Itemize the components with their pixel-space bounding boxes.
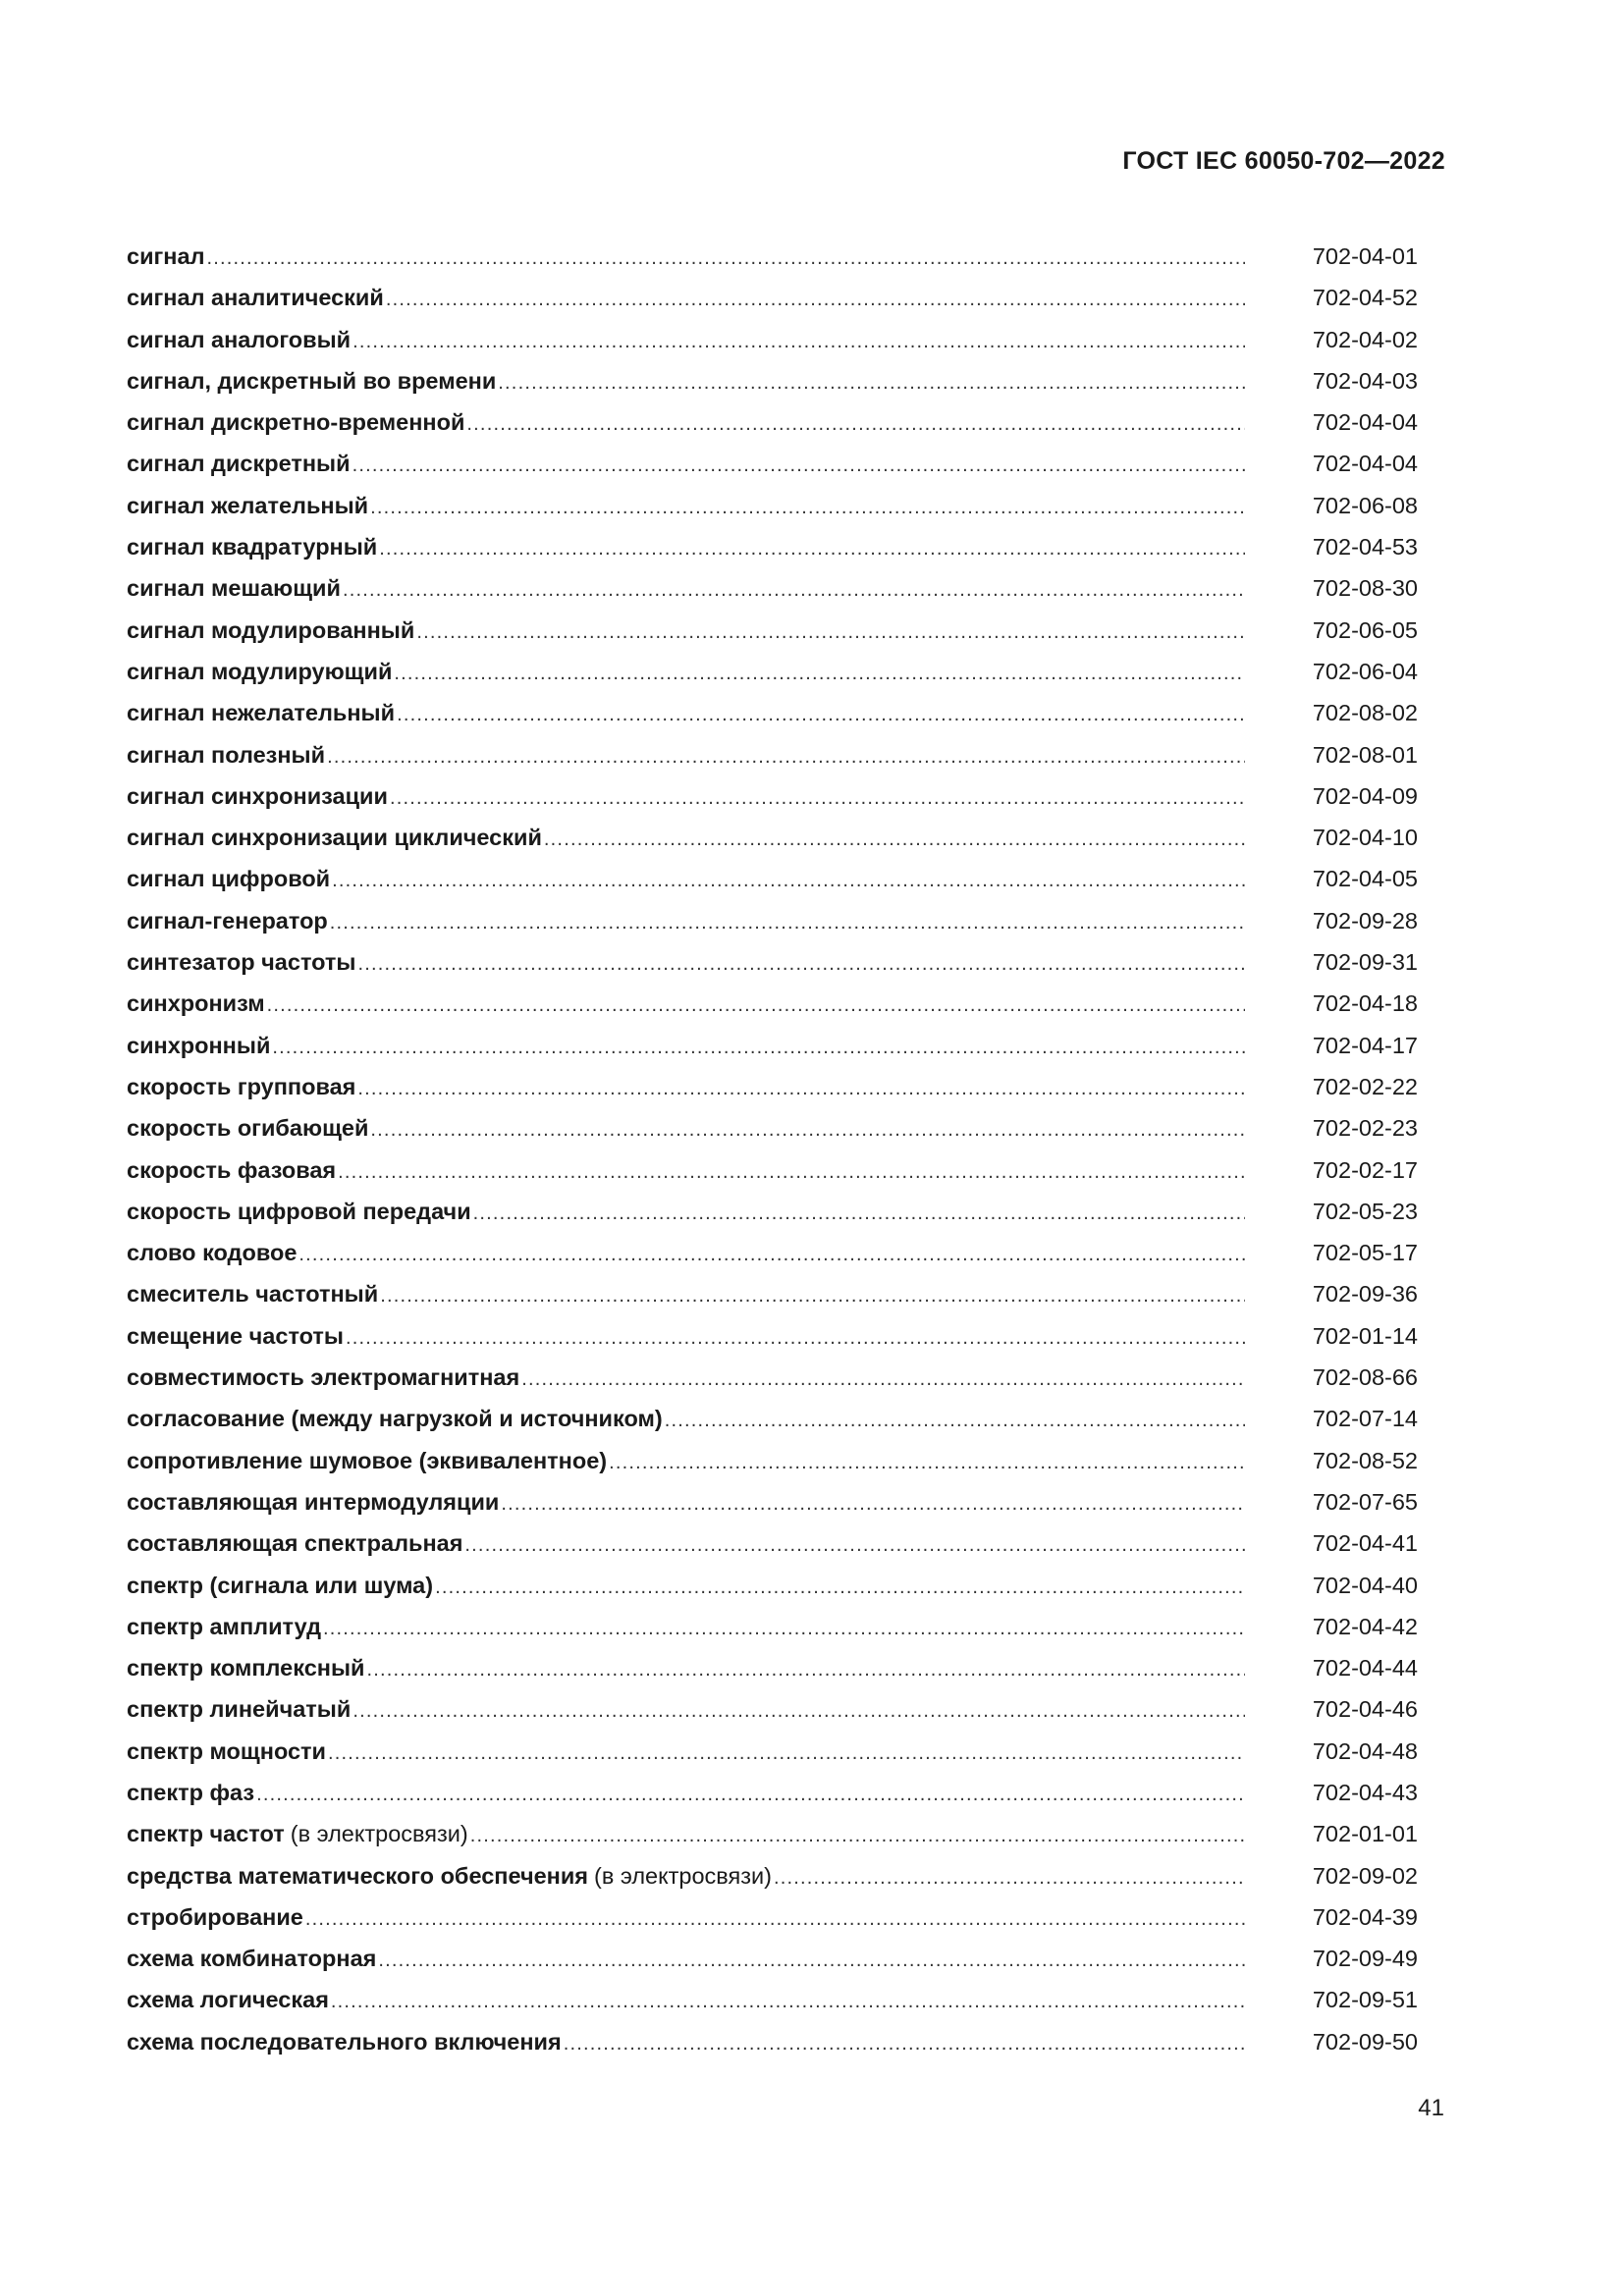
dot-leader	[501, 1483, 1245, 1524]
entry-qualifier: (в электросвязи)	[290, 1821, 468, 1847]
index-entry	[127, 1232, 1418, 1273]
entry-term: сигнал аналитический	[127, 285, 384, 311]
index-entry	[127, 360, 1418, 401]
dot-leader	[272, 1027, 1245, 1068]
entry-term: скорость цифровой передачи	[127, 1198, 471, 1224]
index-entry	[127, 1731, 1418, 1772]
entry-code: 702-09-28	[1312, 907, 1418, 934]
entry-code: 702-04-41	[1312, 1530, 1418, 1557]
entry-term: сигнал	[127, 243, 205, 269]
dot-leader	[521, 1359, 1245, 1400]
entry-term: сигнал-генератор	[127, 907, 328, 934]
index-entry	[127, 1606, 1418, 1647]
entry-code: 702-06-04	[1312, 658, 1418, 684]
dot-leader	[357, 1068, 1245, 1109]
index-entry	[127, 651, 1418, 692]
entry-term: синхронизм	[127, 990, 265, 1017]
entry-term-group	[127, 651, 1245, 694]
entry-code: 702-04-42	[1312, 1613, 1418, 1639]
entry-code: 702-04-44	[1312, 1655, 1418, 1682]
entry-term: сигнал модулированный	[127, 616, 415, 643]
entry-term: схема логическая	[127, 1987, 329, 2013]
entry-term-group	[127, 1772, 1245, 1815]
dot-leader	[473, 1193, 1245, 1234]
entry-term: спектр фаз	[127, 1779, 255, 1805]
dot-leader	[470, 1815, 1245, 1856]
index-entry	[127, 817, 1418, 858]
entry-term-group	[127, 775, 1245, 819]
entry-term: сигнал полезный	[127, 741, 326, 768]
entry-term: смеситель частотный	[127, 1281, 379, 1308]
entry-term: сигнал цифровой	[127, 866, 331, 892]
entry-term: схема комбинаторная	[127, 1946, 377, 1972]
index-entry	[127, 1440, 1418, 1481]
entry-term: синтезатор частоты	[127, 949, 356, 976]
entry-code: 702-08-52	[1312, 1447, 1418, 1473]
entry-term-group	[127, 1440, 1245, 1483]
index-entry	[127, 1813, 1418, 1854]
entry-term: согласование (между нагрузкой и источником)	[127, 1406, 663, 1432]
dot-leader	[207, 238, 1246, 279]
entry-term-group	[127, 526, 1245, 569]
entry-term: спектр комплексный	[127, 1655, 365, 1682]
entry-term: спектр частот	[127, 1821, 285, 1847]
dot-leader	[379, 528, 1245, 569]
index-entry	[127, 567, 1418, 609]
entry-term-group	[127, 1896, 1245, 1940]
index-entry	[127, 1315, 1418, 1357]
dot-leader	[435, 1567, 1245, 1608]
entry-term-group	[127, 1522, 1245, 1566]
entry-term-group	[127, 236, 1245, 279]
entry-term: скорость огибающей	[127, 1115, 369, 1142]
entry-code: 702-09-49	[1312, 1946, 1418, 1972]
index-entry	[127, 1647, 1418, 1688]
entry-code: 702-04-52	[1312, 285, 1418, 311]
index-entry	[127, 1398, 1418, 1439]
dot-leader	[338, 1151, 1245, 1193]
entry-term: сигнал модулирующий	[127, 658, 393, 684]
entry-code: 702-04-05	[1312, 866, 1418, 892]
entry-code: 702-01-14	[1312, 1322, 1418, 1349]
entry-term-group	[127, 2021, 1245, 2064]
entry-code: 702-04-48	[1312, 1737, 1418, 1764]
dot-leader	[328, 1733, 1245, 1774]
index-entry	[127, 1772, 1418, 1813]
entry-code: 702-09-51	[1312, 1987, 1418, 2013]
entry-code: 702-09-31	[1312, 949, 1418, 976]
index-entry	[127, 858, 1418, 899]
index-entry	[127, 277, 1418, 318]
entry-term: сигнал желательный	[127, 492, 369, 518]
entry-term-group	[127, 692, 1245, 735]
entry-code: 702-08-66	[1312, 1364, 1418, 1391]
entry-term: составляющая спектральная	[127, 1530, 463, 1557]
entry-code: 702-02-23	[1312, 1115, 1418, 1142]
entry-term: сигнал синхронизации	[127, 782, 388, 809]
index-entry	[127, 1565, 1418, 1606]
entry-term-group	[127, 900, 1245, 943]
term-index	[127, 236, 1418, 2062]
entry-term: скорость групповая	[127, 1073, 356, 1099]
entry-term-group	[127, 1979, 1245, 2022]
index-entry	[127, 1191, 1418, 1232]
entry-term: средства математического обеспечения	[127, 1862, 589, 1889]
entry-code: 702-08-01	[1312, 741, 1418, 768]
dot-leader	[370, 487, 1245, 528]
entry-term-group	[127, 1191, 1245, 1234]
index-entry	[127, 443, 1418, 484]
entry-term-group	[127, 1647, 1245, 1690]
entry-term-group	[127, 277, 1245, 320]
dot-leader	[298, 1234, 1245, 1275]
entry-term: слово кодовое	[127, 1240, 298, 1266]
dot-leader	[416, 612, 1245, 653]
dot-leader	[386, 279, 1245, 320]
entry-term: составляющая интермодуляции	[127, 1488, 500, 1515]
entry-code: 702-09-02	[1312, 1862, 1418, 1889]
entry-code: 702-08-30	[1312, 575, 1418, 602]
entry-term: сигнал дискретно-временной	[127, 409, 465, 436]
entry-code: 702-06-05	[1312, 616, 1418, 643]
index-entry	[127, 485, 1418, 526]
entry-code: 702-07-14	[1312, 1406, 1418, 1432]
dot-leader	[394, 653, 1245, 694]
index-entry	[127, 526, 1418, 567]
dot-leader	[327, 736, 1245, 777]
entry-code: 702-09-50	[1312, 2028, 1418, 2055]
entry-term-group	[127, 1273, 1245, 1316]
entry-term-group	[127, 1066, 1245, 1109]
entry-code: 702-04-09	[1312, 782, 1418, 809]
dot-leader	[380, 1275, 1245, 1316]
entry-term-group	[127, 443, 1245, 486]
entry-term: сигнал синхронизации циклический	[127, 825, 542, 851]
dot-leader	[256, 1774, 1245, 1815]
index-entry	[127, 1896, 1418, 1938]
index-entry	[127, 900, 1418, 941]
index-entry	[127, 941, 1418, 983]
entry-code: 702-04-04	[1312, 409, 1418, 436]
entry-code: 702-04-18	[1312, 990, 1418, 1017]
entry-term: сигнал квадратурный	[127, 534, 378, 561]
entry-term: спектр мощности	[127, 1737, 327, 1764]
entry-term-group	[127, 567, 1245, 611]
index-entry	[127, 1979, 1418, 2020]
entry-term-group	[127, 983, 1245, 1026]
entry-term-group	[127, 485, 1245, 528]
entry-code: 702-09-36	[1312, 1281, 1418, 1308]
dot-leader	[352, 1690, 1245, 1732]
entry-code: 702-07-65	[1312, 1488, 1418, 1515]
index-entry	[127, 1066, 1418, 1107]
entry-term-group	[127, 1398, 1245, 1441]
index-entry	[127, 734, 1418, 775]
entry-code: 702-05-17	[1312, 1240, 1418, 1266]
entry-code: 702-04-17	[1312, 1032, 1418, 1058]
dot-leader	[323, 1608, 1245, 1649]
dot-leader	[346, 1317, 1245, 1359]
index-entry	[127, 1357, 1418, 1398]
index-entry	[127, 1855, 1418, 1896]
entry-term: спектр линейчатый	[127, 1696, 352, 1723]
dot-leader	[358, 943, 1246, 985]
document-header: ГОСТ IEC 60050-702—2022	[1122, 147, 1445, 175]
entry-term-group	[127, 319, 1245, 362]
index-entry	[127, 2021, 1418, 2062]
dot-leader	[370, 1109, 1245, 1150]
index-entry	[127, 1938, 1418, 1979]
entry-term-group	[127, 1149, 1245, 1193]
entry-term: спектр (сигнала или шума)	[127, 1572, 434, 1598]
entry-code: 702-04-39	[1312, 1903, 1418, 1930]
entry-code: 702-02-17	[1312, 1156, 1418, 1183]
entry-term-group	[127, 1232, 1245, 1275]
entry-term-group	[127, 610, 1245, 653]
index-entry	[127, 236, 1418, 277]
page-number: 41	[1418, 2095, 1444, 2121]
index-entry	[127, 1522, 1418, 1564]
dot-leader	[397, 694, 1245, 735]
entry-term-group	[127, 1855, 1245, 1898]
entry-code: 702-04-01	[1312, 243, 1418, 269]
dot-leader	[366, 1649, 1245, 1690]
dot-leader	[544, 819, 1245, 860]
entry-term: сигнал, дискретный во времени	[127, 367, 497, 394]
entry-term-group	[127, 734, 1245, 777]
entry-code: 702-04-46	[1312, 1696, 1418, 1723]
index-entry	[127, 692, 1418, 733]
entry-term: сигнал нежелательный	[127, 700, 396, 726]
entry-term-group	[127, 941, 1245, 985]
entry-code: 702-04-04	[1312, 451, 1418, 477]
dot-leader	[332, 860, 1245, 901]
index-entry	[127, 1688, 1418, 1730]
dot-leader	[331, 1981, 1245, 2022]
entry-term-group	[127, 1357, 1245, 1400]
dot-leader	[378, 1940, 1245, 1981]
dot-leader	[498, 362, 1245, 403]
entry-term-group	[127, 1025, 1245, 1068]
dot-leader	[267, 985, 1245, 1026]
entry-code: 702-02-22	[1312, 1073, 1418, 1099]
index-entry	[127, 610, 1418, 651]
entry-term-group	[127, 858, 1245, 901]
dot-leader	[466, 403, 1245, 445]
entry-code: 702-05-23	[1312, 1198, 1418, 1224]
dot-leader	[352, 445, 1245, 486]
index-entry	[127, 1149, 1418, 1191]
dot-leader	[390, 777, 1245, 819]
entry-code: 702-08-02	[1312, 700, 1418, 726]
entry-term-group	[127, 1731, 1245, 1774]
entry-code: 702-04-53	[1312, 534, 1418, 561]
dot-leader	[464, 1524, 1245, 1566]
entry-term: стробирование	[127, 1903, 303, 1930]
dot-leader	[352, 321, 1245, 362]
entry-code: 702-06-08	[1312, 492, 1418, 518]
entry-qualifier: (в электросвязи)	[594, 1862, 772, 1889]
entry-term-group	[127, 360, 1245, 403]
entry-term-group	[127, 401, 1245, 445]
dot-leader	[305, 1898, 1245, 1940]
entry-term: сигнал аналоговый	[127, 326, 352, 352]
entry-term-group	[127, 1813, 1245, 1856]
entry-term-group	[127, 1938, 1245, 1981]
entry-term: смещение частоты	[127, 1322, 344, 1349]
entry-term: спектр амплитуд	[127, 1613, 322, 1639]
entry-term-group	[127, 1606, 1245, 1649]
dot-leader	[343, 569, 1245, 611]
entry-code: 702-04-43	[1312, 1779, 1418, 1805]
entry-code: 702-04-10	[1312, 825, 1418, 851]
entry-term: скорость фазовая	[127, 1156, 337, 1183]
entry-code: 702-04-03	[1312, 367, 1418, 394]
entry-term-group	[127, 817, 1245, 860]
entry-term-group	[127, 1688, 1245, 1732]
index-entry	[127, 401, 1418, 443]
dot-leader	[330, 902, 1245, 943]
entry-term-group	[127, 1315, 1245, 1359]
index-entry	[127, 983, 1418, 1024]
entry-term: сигнал мешающий	[127, 575, 341, 602]
index-entry	[127, 1025, 1418, 1066]
entry-term: сигнал дискретный	[127, 451, 351, 477]
dot-leader	[564, 2023, 1245, 2064]
index-entry	[127, 319, 1418, 360]
dot-leader	[609, 1442, 1245, 1483]
index-entry	[127, 775, 1418, 817]
index-entry	[127, 1273, 1418, 1314]
entry-term: сопротивление шумовое (эквивалентное)	[127, 1447, 608, 1473]
dot-leader	[665, 1400, 1245, 1441]
entry-term-group	[127, 1107, 1245, 1150]
entry-term-group	[127, 1481, 1245, 1524]
entry-term-group	[127, 1565, 1245, 1608]
dot-leader	[774, 1857, 1245, 1898]
entry-term: схема последовательного включения	[127, 2028, 562, 2055]
entry-code: 702-04-40	[1312, 1572, 1418, 1598]
index-entry	[127, 1481, 1418, 1522]
entry-term: синхронный	[127, 1032, 271, 1058]
entry-code: 702-01-01	[1312, 1821, 1418, 1847]
entry-code: 702-04-02	[1312, 326, 1418, 352]
entry-term: совместимость электромагнитная	[127, 1364, 520, 1391]
index-entry	[127, 1107, 1418, 1148]
